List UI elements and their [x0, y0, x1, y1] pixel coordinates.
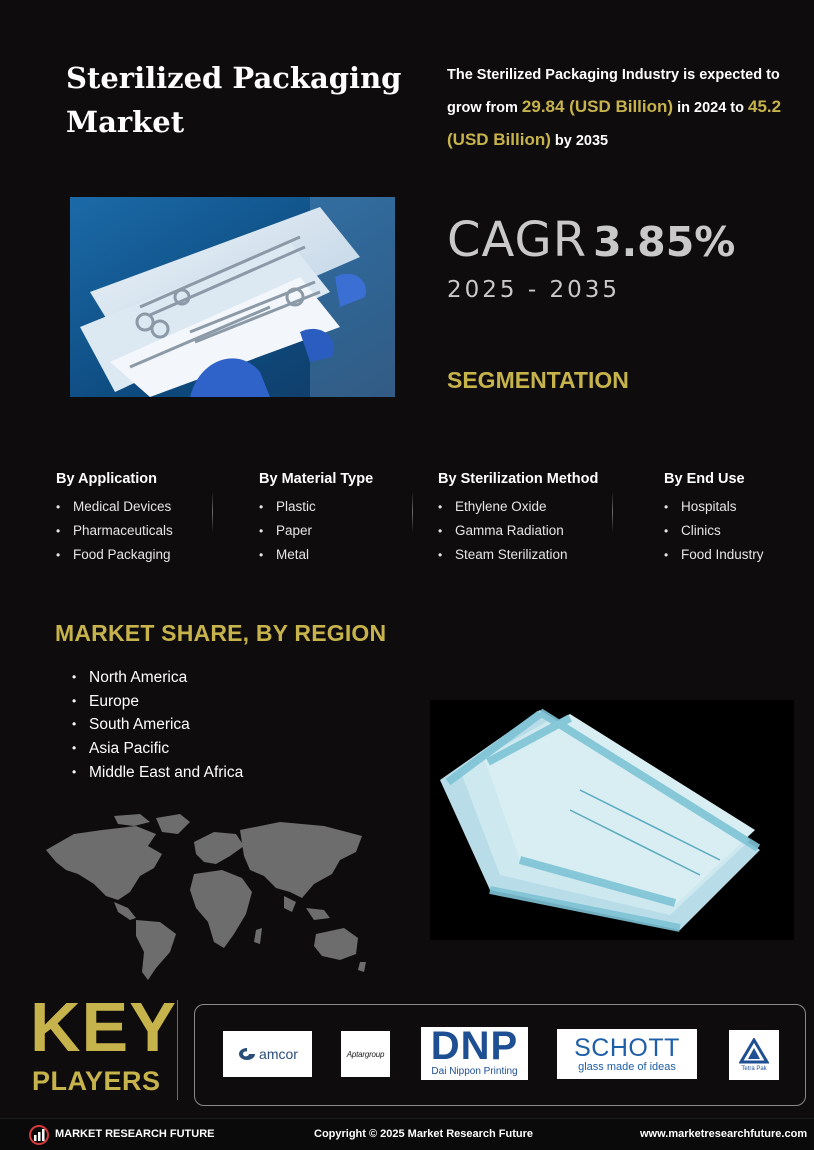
segment-item: • Metal: [259, 543, 373, 567]
segment-item: • Food Industry: [664, 543, 764, 567]
cagr-label: CAGR: [447, 212, 588, 268]
segment-column-sterilization: [438, 471, 598, 567]
region-list: [72, 666, 243, 785]
players-label: PLAYERS: [32, 1066, 161, 1096]
market-forecast-text: [447, 60, 797, 157]
footer-brand: MARKET RESEARCH FUTURE: [55, 1128, 215, 1140]
page-title: Sterilized Packaging Market: [66, 61, 402, 139]
amcor-mark-icon: [237, 1046, 257, 1062]
segment-column-application: [56, 471, 173, 567]
intro-suffix: by 2035: [550, 133, 609, 149]
segment-heading: By Sterilization Method: [438, 471, 599, 487]
segment-divider: [212, 492, 213, 532]
segment-item: • Ethylene Oxide: [438, 495, 598, 519]
intro-prefix: The Sterilized Packaging Industry is expected to grow from: [447, 67, 780, 116]
segment-item: • Steam Sterilization: [438, 543, 598, 567]
segment-column-end-use: [664, 471, 764, 567]
segment-item: • Medical Devices: [56, 495, 173, 519]
segment-divider: [412, 492, 413, 532]
region-item: • South America: [72, 713, 243, 737]
cagr-value: 3.85%: [593, 218, 736, 266]
region-item: • North America: [72, 666, 243, 690]
value-2035: 45.2 (USD Billion): [447, 97, 782, 149]
cagr-period: 2025 - 2035: [447, 277, 620, 303]
segment-item: • Gamma Radiation: [438, 519, 598, 543]
segment-heading: By Application: [56, 471, 157, 487]
segment-divider: [612, 492, 613, 532]
key-players-divider: [177, 1000, 178, 1100]
footer: [0, 1118, 814, 1150]
segment-item: • Food Packaging: [56, 543, 173, 567]
region-item: • Middle East and Africa: [72, 761, 243, 785]
cagr-heading: [447, 212, 735, 268]
segmentation-title: SEGMENTATION: [447, 367, 629, 393]
schott-logo-text: SCHOTT: [574, 1034, 680, 1062]
tetra-pak-logo-text: Tetra Pak: [741, 1066, 767, 1072]
segment-item: • Hospitals: [664, 495, 764, 519]
tetra-pak-logo: [729, 1030, 779, 1080]
amcor-logo-text: amcor: [259, 1046, 298, 1062]
segment-item: • Paper: [259, 519, 373, 543]
schott-logo: [557, 1029, 697, 1079]
key-label: KEY: [30, 988, 177, 1066]
value-2024: 29.84 (USD Billion): [521, 97, 674, 116]
footer-website-link[interactable]: www.marketresearchfuture.com: [640, 1128, 808, 1140]
amcor-logo: [223, 1031, 312, 1077]
segment-heading: By End Use: [664, 471, 745, 487]
segment-item: • Pharmaceuticals: [56, 519, 173, 543]
segment-item: • Clinics: [664, 519, 764, 543]
surgical-instruments-illustration: [70, 197, 395, 397]
surgical-instruments-photo: [70, 197, 395, 397]
dnp-logo-subtext: Dai Nippon Printing: [431, 1066, 518, 1077]
intro-mid: in 2024 to: [673, 100, 749, 116]
tetra-pak-mark-icon: [739, 1038, 769, 1066]
world-map-icon: [44, 812, 369, 982]
segment-item: • Plastic: [259, 495, 373, 519]
segment-column-material: [259, 471, 373, 567]
region-item: • Europe: [72, 690, 243, 714]
region-title: MARKET SHARE, BY REGION: [55, 620, 387, 646]
footer-copyright: Copyright © 2025 Market Research Future: [314, 1128, 534, 1140]
region-item: • Asia Pacific: [72, 737, 243, 761]
dnp-logo: [421, 1027, 528, 1080]
aptar-logo: [341, 1031, 390, 1077]
mrfr-logo-icon: [28, 1124, 50, 1146]
segment-heading: By Material Type: [259, 471, 374, 487]
sterilization-pouches-illustration: [430, 700, 794, 940]
schott-logo-subtext: glass made of ideas: [578, 1061, 676, 1073]
world-map-shape: [44, 812, 369, 982]
aptar-logo-text: Aptargroup: [346, 1049, 385, 1059]
dnp-logo-text: DNP: [430, 1027, 519, 1068]
sterilization-pouches-photo: [430, 700, 794, 940]
